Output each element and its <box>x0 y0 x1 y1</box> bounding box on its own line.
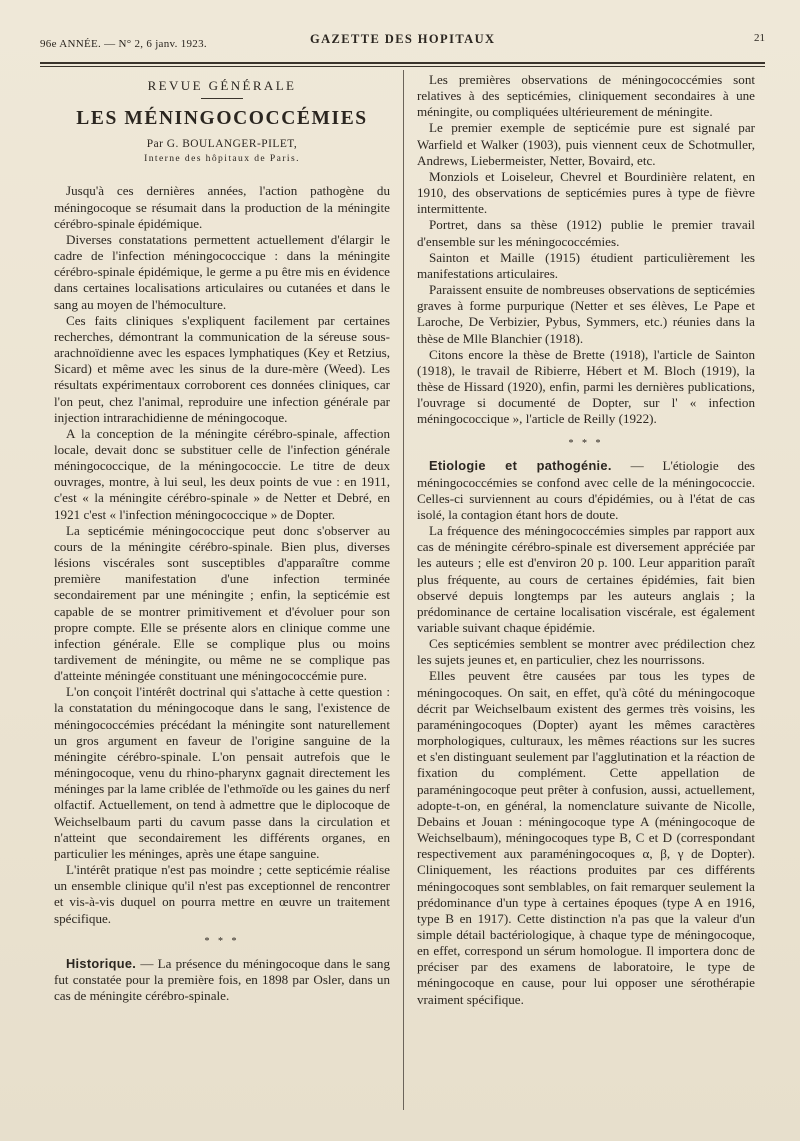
etiologie-text: — L'étiologie des méningococcémies se confond avec celle de la méningococcie. Celles-ci surviennent au cours d'épidémies, ou à l'état de cas isolé, la contagion étant hors de doute. <box>417 458 755 522</box>
paragraph: Le premier exemple de septicémie pure est signalé par Warfield et Walker (1903), puis viennent ceux de Schotmuller, Andrews, Liebermeister, Netter, Bovaird, etc. <box>417 120 755 168</box>
historique-text: — La présence du méningocoque dans le sang fut constatée pour la première fois, en 1898 par Osler, dans un cas de méningite cérébro-spinale. <box>54 955 391 1003</box>
author-role: Interne des hôpitaux de Paris. <box>144 153 300 165</box>
historique-paragraph <box>54 956 390 1004</box>
paragraph: Jusqu'à ces dernières années, l'action pathogène du méningocoque se résumait dans la production de la méningite cérébro-spinale épidémique. <box>54 183 390 231</box>
paragraph: L'intérêt pratique n'est pas moindre ; cette septicémie réalise un ensemble clinique qu'il n'est pas exceptionnel de rencontrer et vis-à-vis duquel on pourra mettre en œuvre un traitement spécifique. <box>54 862 390 926</box>
paragraph: Paraissent ensuite de nombreuses observations de septicémies graves à forme purpurique (Netter et ses élèves, Le Pape et Laroche, De Verbizier, Pybus, Symmers, etc.) réunies dans la thèse de Mlle Blanchier (1918). <box>417 282 755 346</box>
paragraph: Sainton et Maille (1915) étudient particulièrement les manifestations articulaires. <box>417 249 755 281</box>
etiologie-paragraph <box>417 458 755 523</box>
paragraph: A la conception de la méningite cérébro-spinale, affection locale, devait donc se substituer celle de l'infection générale méningococcique, de la méningococcie. Le titre de deux ouvrages, montre, à lui seul, les deux points de vue : en 1911, c'est « la méningite cérébro-spinale » de Netter et Debré, en 1921 c'est « l'infection méningococcique » de Dopter. <box>54 425 390 522</box>
right-column <box>417 72 755 1008</box>
author-name: Par G. BOULANGER-PILET, <box>146 138 298 151</box>
paragraph: Monziols et Loiseleur, Chevrel et Bourdinière relatent, en 1910, des observations de septicémies pures à type de fièvre intermittente. <box>417 168 755 217</box>
paragraph: L'on conçoit l'intérêt doctrinal qui s'attache à cette question : la constatation du méningocoque dans le sang, l'existence de méningococcémies précédant la méningite sont naturellement un gros argument en faveur de l'origine sanguine de la méningite cérébro-spinale. L'on pensait autrefois que le méningocoque, venu du rhino-pharynx gagnait directement les méninges par la lame criblée de l'ethmoïde ou les gaines du nerf olfactif. Actuellement, on tend à admettre que le diplocoque de Weichselbaum parti du cavum passe dans la circulation et n'atteint que secondairement les différents organes, en particulier les méninges, après une étape sanguine. <box>54 684 390 861</box>
header-rule-thick <box>40 62 765 64</box>
section-rule <box>201 98 243 99</box>
paragraph: La septicémie méningococcique peut donc s'observer au cours de la méningite cérébro-spinale. Bien plus, diverses lésions viscérales sont susceptibles d'apparaître comme première manifestation d'une infection terminée secondairement par une méningite ; enfin, la septicémie est capable de se montrer primitivement et d'évoluer pour son propre compte. Elle se présente alors en clinique comme une infection générale. Elle se complique plus ou moins tardivement de méningite, ou même ne se complique pas d'atteinte méningée constituant une méningococcémie pure. <box>54 522 390 684</box>
paragraph: Elles peuvent être causées par tous les types de méningocoques. On sait, en effet, qu'à côté du méningocoque décrit par Weichselbaum existent des germes très voisins, les paraméningocoques (Dopter) ayant les mêmes caractères morphologiques, culturaux, les mêmes réactions sur les sucres et s'en distinguant seulement par l'agglutination et la réaction de fixation du complément. Cette appellation de paraméningocoque peut prêter à confusion, aussi, actuellement, adopte-t-on, en général, la nomenclature suivante de Nicolle, Debains et Jouan : méningocoque type A (méningocoque de Weichselbaum), méningocoques type B, C et D (correspondant respectivement aux paraméningocoques α, β, γ de Dopter). Cliniquement, les réactions produites par ces différents méningocoques sont semblables, on fait remarquer seulement la prédominance d'un type à certaines époques (type A en 1916, type B en 1917). Cette distinction n'a pas que la valeur d'un simple détail bactériologique, à chaque type de méningocoque, en effet, correspond un sérum homologue. Il importera donc de préciser par des examens de laboratoire, le type de méningocoque en cause, pour lui opposer une sérothérapie vraiment spécifique. <box>417 668 755 1007</box>
running-head <box>40 32 765 54</box>
paragraph: Diverses constatations permettent actuellement d'élargir le cadre de l'infection méningococcique : dans la méningite cérébro-spinale épidémique, le germe a pu être mis en évidence dans certaines localisations articulaires ou cutanées et dans le sang au moyen de l'hémoculture. <box>54 231 390 312</box>
issue-info: 96e ANNÉE. — N° 2, 6 janv. 1923. <box>40 38 207 50</box>
section-ornament: * * * <box>568 438 604 450</box>
page-number: 21 <box>754 32 765 44</box>
paragraph: Les premières observations de méningococcémies sont relatives à des septicémies, cliniquement secondaires à une méningite, ou compliquées ultérieurement de méningite. <box>417 72 755 120</box>
etiologie-heading: Etiologie et pathogénie. <box>429 458 612 474</box>
header-rule-thin <box>40 66 765 67</box>
journal-title: GAZETTE DES HOPITAUX <box>310 32 496 46</box>
left-column <box>54 78 390 1004</box>
paragraph: Ces faits cliniques s'expliquent facilement par certaines recherches, démontrant la communication de la séreuse sous-arachnoïdienne avec les espaces lymphatiques (Key et Retzius, Sicard) et même avec les sinus de la dure-mère (Weed). Les résultats expérimentaux corroborent ces données cliniques, car l'on peut, chez l'animal, reproduire une infection générale par injection intrarachidienne de méningocoque. <box>54 312 390 425</box>
paragraph: Citons encore la thèse de Brette (1918), l'article de Sainton (1918), le travail de Ribierre, Hébert et M. Bloch (1919), la thèse de Hissard (1920), enfin, parmi les dernières publications, l'ouvrage si documenté de Dopter, sur l' « infection méningococcique », l'article de Reilly (1922). <box>417 346 755 427</box>
section-heading: REVUE GÉNÉRALE <box>147 78 297 93</box>
paragraph: La fréquence des méningococcémies simples par rapport aux cas de méningite cérébro-spinale est diversement appréciée par les auteurs ; elle est d'environ 20 p. 100. Leur apparition paraît plus fréquente, au cours de certaines épidémies, fait bien observé depuis longtemps par les auteurs anglais ; la prédominance de certaine localisation viscérale, est également variable suivant chaque épidémie. <box>417 523 755 635</box>
historique-heading: Historique. <box>66 955 137 971</box>
paragraph: Portret, dans sa thèse (1912) publie le premier travail d'ensemble sur les méningococcémies. <box>417 217 755 249</box>
section-ornament: * * * <box>204 935 240 947</box>
column-divider <box>403 70 404 1110</box>
paragraph: Ces septicémies semblent se montrer avec prédilection chez les sujets jeunes et, en particulier, chez les nourrissons. <box>417 636 755 668</box>
article-title: LES MÉNINGOCOCCÉMIES <box>76 108 368 130</box>
